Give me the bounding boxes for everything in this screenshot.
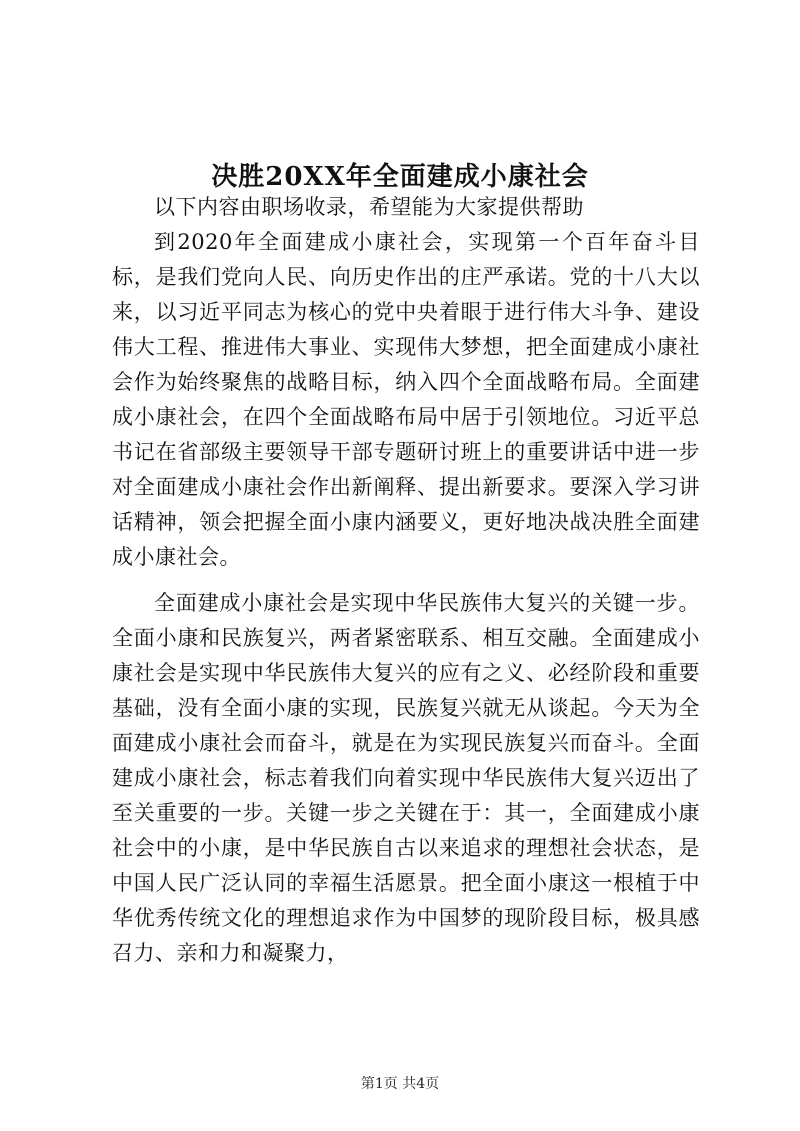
page-title: 决胜20XX年全面建成小康社会 <box>211 162 589 193</box>
paragraph-1: 到2020年全面建成小康社会，实现第一个百年奋斗目标，是我们党向人民、向历史作出的庄严承诺。党的十八大以来，以习近平同志为核心的党中央着眼于进行伟大斗争、建设伟大工程、推进伟大事业、实现伟大梦想，把全面建成小康社会作为始终聚焦的战略目标，纳入四个全面战略布局。全面建成小康社会，在四个全面战略布局中居于引领地位。习近平总书记在省部级主要领导干部专题研讨班上的重要讲话中进一步对全面建成小康社会作出新阐释、提出新要求。要深入学习讲话精神，领会把握全面小康内涵要义，更好地决战决胜全面建成小康社会。 <box>112 230 700 569</box>
page-footer: 第1页 共4页 <box>360 1076 440 1092</box>
document-body <box>112 190 700 971</box>
intro-line: 以下内容由职场收录，希望能为大家提供帮助 <box>154 195 584 219</box>
paragraph-2: 全面建成小康社会是实现中华民族伟大复兴的关键一步。全面小康和民族复兴，两者紧密联系、相互交融。全面建成小康社会是实现中华民族伟大复兴的应有之义、必经阶段和重要基础，没有全面小康的实现，民族复兴就无从谈起。今天为全面建成小康社会而奋斗，就是在为实现民族复兴而奋斗。全面建成小康社会，标志着我们向着实现中华民族伟大复兴迈出了至关重要的一步。关键一步之关键在于：其一，全面建成小康社会中的小康，是中华民族自古以来追求的理想社会状态，是中国人民广泛认同的幸福生活愿景。把全面小康这一根植于中华优秀传统文化的理想追求作为中国梦的现阶段目标，极具感召力、亲和力和凝聚力， <box>112 591 700 965</box>
